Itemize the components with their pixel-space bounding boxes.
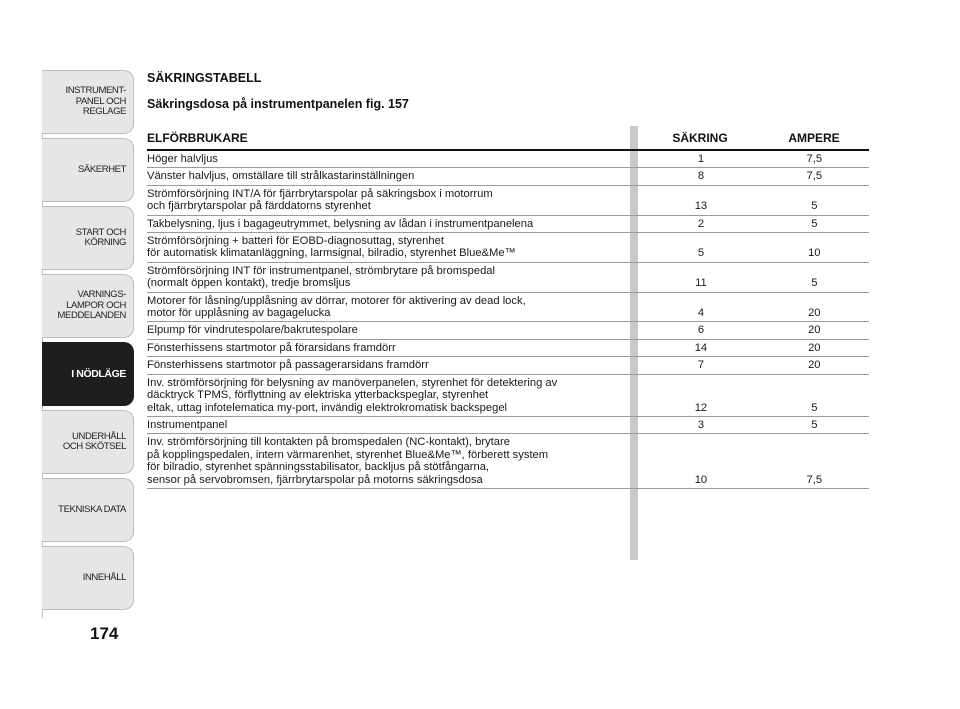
fuse-cell: 8 <box>697 170 705 183</box>
fuse-cell: 11 <box>695 277 707 290</box>
fuse-cell: 1 <box>697 153 705 165</box>
table-row <box>147 322 869 339</box>
table-row <box>147 340 869 357</box>
page-subtitle: Säkringsdosa på instrumentpanelen fig. 157 <box>147 97 409 111</box>
consumer-cell: Vänster halvljus, omställare till strålkastarinställningen <box>147 170 415 183</box>
header-consumer: ELFÖRBRUKARE <box>147 130 248 145</box>
table-row <box>147 263 869 293</box>
fuse-cell: 5 <box>697 247 705 260</box>
header-fuse: SÄKRING <box>672 130 728 145</box>
fuse-cell: 6 <box>697 324 705 337</box>
consumer-cell: Fönsterhissens startmotor på passagerarsidans framdörr <box>147 359 429 372</box>
ampere-cell: 5 <box>811 277 818 290</box>
consumer-cell: Fönsterhissens startmotor på förarsidans framdörr <box>147 341 396 354</box>
consumer-cell: Instrumentpanel <box>147 418 228 431</box>
ampere-cell: 10 <box>808 247 821 260</box>
fuse-cell: 13 <box>694 200 708 213</box>
ampere-cell: 20 <box>808 307 821 320</box>
table-row <box>147 151 869 168</box>
fuse-cell: 10 <box>694 473 708 486</box>
sidebar-tab[interactable] <box>42 546 134 610</box>
ampere-cell: 7,5 <box>806 473 823 486</box>
table-row <box>147 186 869 216</box>
sidebar-tab-label: VARNINGS- LAMPOR OCH MEDDELANDEN <box>57 289 126 322</box>
ampere-cell: 5 <box>811 418 818 431</box>
consumer-cell: Inv. strömförsörjning till kontakten på bromspedalen (NC-kontakt), brytare på kopplingspedalen, intern värmarenhet, styrenhet Blue&Me™, förberett system för bilradio, styrenhet spänningsstabilisator, backljus på stötfångarna, sensor på servobromsen, fjärrbrytarspolar på motorns säkringsdosa <box>147 436 549 486</box>
page-number: 174 <box>90 624 119 643</box>
table-header <box>147 126 869 151</box>
table-row <box>147 168 869 185</box>
table-row <box>147 216 869 233</box>
sidebar-tab[interactable] <box>42 274 134 338</box>
sidebar-tab-label: INSTRUMENT- PANEL OCH REGLAGE <box>65 85 126 118</box>
sidebar-tab[interactable] <box>42 206 134 270</box>
fuse-cell: 7 <box>697 359 705 372</box>
sidebar-tab-label: SÄKERHET <box>77 163 126 175</box>
sidebar-tab[interactable] <box>42 138 134 202</box>
ampere-cell: 5 <box>811 401 818 414</box>
ampere-cell: 20 <box>808 341 821 354</box>
consumer-cell: Inv. strömförsörjning för belysning av manöverpanelen, styrenhet för detektering av däcktryck TPMS, förflyttning av elektriska ytterbackspeglar, styrenhet eltak, uttag infotelematica my-port, invändig elektrokromatisk backspegel <box>147 376 558 414</box>
sidebar-tab[interactable] <box>42 70 134 134</box>
sidebar-tab[interactable] <box>42 342 134 406</box>
fuse-cell: 3 <box>697 418 705 431</box>
consumer-cell: Strömförsörjning INT för instrumentpanel, strömbrytare på bromspedal (normalt öppen kontakt), tredje bromsljus <box>147 264 495 290</box>
table-body <box>147 151 869 489</box>
fuse-cell: 4 <box>697 307 705 320</box>
table-row <box>147 434 869 489</box>
table-row <box>147 357 869 374</box>
sidebar-tab-label: START OCH KÖRNING <box>75 226 126 248</box>
chapter-sidebar <box>42 70 134 614</box>
consumer-cell: Höger halvljus <box>147 153 218 165</box>
table-row <box>147 293 869 323</box>
consumer-cell: Strömförsörjning + batteri för EOBD-diagnosuttag, styrenhet för automatisk klimatanläggning, larmsignal, bilradio, styrenhet Blue&Me™ <box>147 235 516 260</box>
ampere-cell: 7,5 <box>806 170 823 183</box>
consumer-cell: Elpump för vindrutespolare/bakrutespolare <box>147 324 358 337</box>
ampere-cell: 7,5 <box>806 153 823 165</box>
consumer-cell: Strömförsörjning INT/A för fjärrbrytarspolar på säkringsbox i motorrum och fjärrbrytarspolar på färddatorns styrenhet <box>147 187 493 213</box>
ampere-cell: 5 <box>811 200 818 213</box>
fuse-table <box>147 126 869 489</box>
fuse-cell: 12 <box>694 401 708 414</box>
consumer-cell: Motorer för låsning/upplåsning av dörrar, motorer för aktivering av dead lock, motor för upplåsning av bagagelucka <box>147 294 526 320</box>
header-ampere: AMPERE <box>788 130 840 145</box>
sidebar-tab[interactable] <box>42 478 134 542</box>
fuse-cell: 2 <box>697 217 705 230</box>
ampere-cell: 20 <box>808 324 821 337</box>
sidebar-tab-label: INNEHÅLL <box>82 571 126 583</box>
sidebar-tab-label: I NÖDLÄGE <box>71 367 126 380</box>
fuse-cell: 14 <box>694 341 708 354</box>
consumer-cell: Takbelysning, ljus i bagageutrymmet, belysning av lådan i instrumentpanelena <box>147 217 534 230</box>
table-row <box>147 417 869 434</box>
sidebar-tab-label: TEKNISKA DATA <box>58 503 126 515</box>
page-title: SÄKRINGSTABELL <box>147 71 262 85</box>
table-row <box>147 233 869 263</box>
ampere-cell: 5 <box>811 217 818 230</box>
table-row <box>147 375 869 417</box>
ampere-cell: 20 <box>808 359 821 372</box>
sidebar-tab-label: UNDERHÅLL OCH SKÖTSEL <box>62 430 126 452</box>
sidebar-tab[interactable] <box>42 410 134 474</box>
